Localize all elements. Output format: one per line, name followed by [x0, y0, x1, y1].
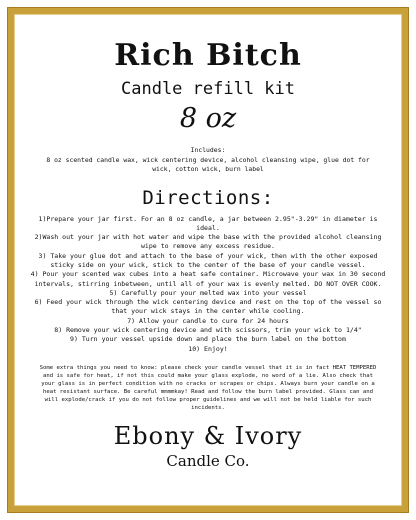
direction-step: 8) Remove your wick centering device and with scissors, trim your wick to 1/4"	[54, 325, 362, 334]
direction-step: 3) Take your glue dot and attach to the base of your wick, then with the other exposed sticky side on your wick, stick to the center of the base of your candle vessel.	[38, 251, 378, 269]
product-subtitle: Candle refill kit	[121, 79, 295, 99]
direction-step: 10) Enjoy!	[188, 344, 228, 353]
direction-step: 7) Allow your candle to cure for 24 hours	[127, 316, 289, 325]
direction-step: 9) Turn your vessel upside down and place the burn label on the bottom	[70, 335, 346, 344]
direction-step: 5) Carefully pour your melted wax into your vessel	[109, 288, 307, 297]
direction-step: 1)Prepare your jar first. For an 8 oz candle, a jar between 2.95"-3.29" in diameter is ideal.	[38, 214, 378, 232]
card-content	[20, 20, 396, 500]
directions-list	[30, 215, 386, 354]
direction-step: 2)Wash out your jar with hot water and wipe the base with the provided alcohol cleansing wipe to remove any excess residue.	[34, 233, 382, 251]
product-size: 8 oz	[179, 103, 237, 134]
direction-step: 4) Pour your scented wax cubes into a heat safe container. Microwave your wax in 30 second intervals, stirring inbetween, until all of your wax is evenly melted. DO NOT OVER COOK.	[30, 270, 386, 288]
direction-step: 6) Feed your wick through the wick centering device and rest on the top of the vessel so that your wick stays in the center while cooling.	[34, 298, 382, 316]
footer-subtitle: Candle Co.	[166, 452, 250, 471]
brand-title: Rich Bitch	[114, 38, 302, 73]
includes-text: 8 oz scented candle wax, wick centering device, alcohol cleansing wipe, glue dot for wick, cotton wick, burn label	[46, 156, 370, 174]
product-card	[8, 8, 408, 512]
directions-heading: Directions:	[142, 186, 274, 209]
footer-brand: Ebony & Ivory	[113, 422, 303, 451]
includes-heading: Includes:	[190, 146, 226, 154]
safety-note: Some extra things you need to know: please check your candle vessel that it is in fact HEAT TEMPERED and is safe for heat, if not this could make your glass explode, no word of a lie. Also check that your glass is in perfect condition with no cracks or scrapes or chips. Always burn your candle on a heat resistant surface. Be careful mmmmkay! Read and follow the burn label provided. Glass can and will explode/crack if you do not follow proper guidelines and we will not be held liable for such incidents.	[39, 364, 377, 412]
